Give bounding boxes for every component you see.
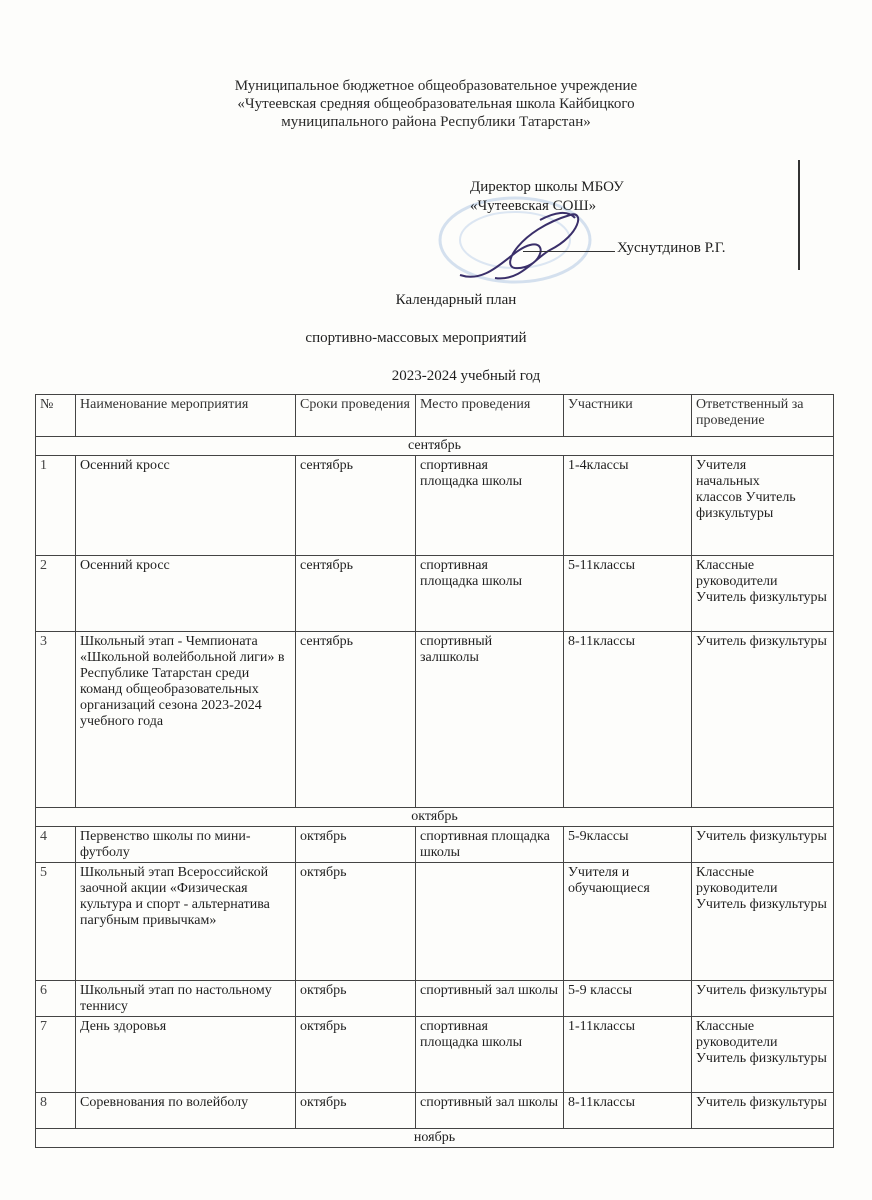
- table-row: [36, 827, 834, 863]
- plan-subtitle: спортивно-массовых мероприятий: [305, 330, 527, 346]
- table-cell: Учитель физкультуры: [692, 1093, 834, 1129]
- table-cell: Учителя и обучающиеся: [564, 863, 692, 981]
- table-cell: спортивный зал школы: [416, 1093, 564, 1129]
- table-cell: октябрь: [296, 981, 416, 1017]
- table-cell: Классные руководители Учитель физкультуры: [692, 556, 834, 632]
- table-cell: Учитель физкультуры: [692, 632, 834, 808]
- table-cell: 5: [36, 863, 76, 981]
- table-row: [36, 456, 834, 556]
- school-header-line2: «Чутеевская средняя общеобразовательная школа Кайбицкого: [237, 96, 635, 112]
- table-cell: октябрь: [296, 1093, 416, 1129]
- table-cell: 7: [36, 1017, 76, 1093]
- header-cell: №: [36, 395, 76, 437]
- table-cell: спортивная площадка школы: [416, 827, 564, 863]
- table-cell: спортивная площадка школы: [416, 556, 564, 632]
- header-cell: Наименование мероприятия: [76, 395, 296, 437]
- table-cell: Первенство школы по мини-футболу: [76, 827, 296, 863]
- table-cell: День здоровья: [76, 1017, 296, 1093]
- month-row: [36, 1129, 834, 1148]
- table-row: [36, 981, 834, 1017]
- school-header-line1: Муниципальное бюджетное общеобразовательное учреждение: [234, 78, 638, 94]
- table-cell: 1-4классы: [564, 456, 692, 556]
- table-cell: октябрь: [296, 827, 416, 863]
- table-cell: 6: [36, 981, 76, 1017]
- signature-underline: [523, 239, 615, 252]
- approval-block: [470, 178, 624, 216]
- table-cell: Учитель физкультуры: [692, 981, 834, 1017]
- header-cell: Участники: [564, 395, 692, 437]
- month-label: ноябрь: [36, 1129, 834, 1148]
- table-cell: Школьный этап - Чемпионата «Школьной волейбольной лиги» в Республике Татарстан среди команд общеобразовательных организаций сезона 2023-2024 учебного года: [76, 632, 296, 808]
- table-cell: 8-11классы: [564, 632, 692, 808]
- approval-title: Директор школы МБОУ: [470, 179, 624, 195]
- table-cell: Осенний кросс: [76, 556, 296, 632]
- table-cell: спортивный зал школы: [416, 981, 564, 1017]
- table-cell: Осенний кросс: [76, 456, 296, 556]
- table-cell: 1: [36, 456, 76, 556]
- table-cell: сентябрь: [296, 456, 416, 556]
- signature-line: [523, 239, 726, 257]
- month-label: сентябрь: [36, 437, 834, 456]
- table-cell: [416, 863, 564, 981]
- table-row: [36, 556, 834, 632]
- month-row: [36, 437, 834, 456]
- table-cell: 8: [36, 1093, 76, 1129]
- table-cell: Учитель физкультуры: [692, 827, 834, 863]
- table-cell: 5-9классы: [564, 827, 692, 863]
- table-cell: Школьный этап Всероссийской заочной акции «Физическая культура и спорт - альтернатива пагубным привычкам»: [76, 863, 296, 981]
- header-cell: Место проведения: [416, 395, 564, 437]
- signer-name: Хуснутдинов Р.Г.: [617, 240, 726, 256]
- table-row: [36, 1093, 834, 1129]
- table-row: [36, 863, 834, 981]
- table-cell: сентябрь: [296, 632, 416, 808]
- events-table: [35, 394, 834, 1148]
- table-cell: октябрь: [296, 1017, 416, 1093]
- table-cell: Классные руководители Учитель физкультуры: [692, 1017, 834, 1093]
- table-cell: октябрь: [296, 863, 416, 981]
- table-cell: 8-11классы: [564, 1093, 692, 1129]
- table-cell: 5-11классы: [564, 556, 692, 632]
- table-cell: спортивная площадка школы: [416, 1017, 564, 1093]
- margin-bar: [798, 160, 800, 270]
- plan-year: 2023-2024 учебный год: [391, 368, 541, 384]
- table-cell: 2: [36, 556, 76, 632]
- table-cell: Классные руководители Учитель физкультуры: [692, 863, 834, 981]
- table-cell: Учителя начальных классов Учитель физкультуры: [692, 456, 834, 556]
- school-header-line3: муниципального района Республики Татарстан»: [281, 114, 591, 130]
- table-cell: сентябрь: [296, 556, 416, 632]
- table-row: [36, 632, 834, 808]
- plan-title: Календарный план: [395, 292, 517, 308]
- month-row: [36, 808, 834, 827]
- table-cell: 5-9 классы: [564, 981, 692, 1017]
- table-cell: спортивная площадка школы: [416, 456, 564, 556]
- table-cell: 4: [36, 827, 76, 863]
- table-header-row: [36, 395, 834, 437]
- month-label: октябрь: [36, 808, 834, 827]
- header-cell: Сроки проведения: [296, 395, 416, 437]
- table-cell: Школьный этап по настольному теннису: [76, 981, 296, 1017]
- table-cell: 3: [36, 632, 76, 808]
- school-header: [0, 77, 872, 131]
- table-row: [36, 1017, 834, 1093]
- table-cell: 1-11классы: [564, 1017, 692, 1093]
- table-cell: спортивный залшколы: [416, 632, 564, 808]
- header-cell: Ответственный за проведение: [692, 395, 834, 437]
- approval-school: «Чутеевская СОШ»: [470, 198, 597, 214]
- table-cell: Соревнования по волейболу: [76, 1093, 296, 1129]
